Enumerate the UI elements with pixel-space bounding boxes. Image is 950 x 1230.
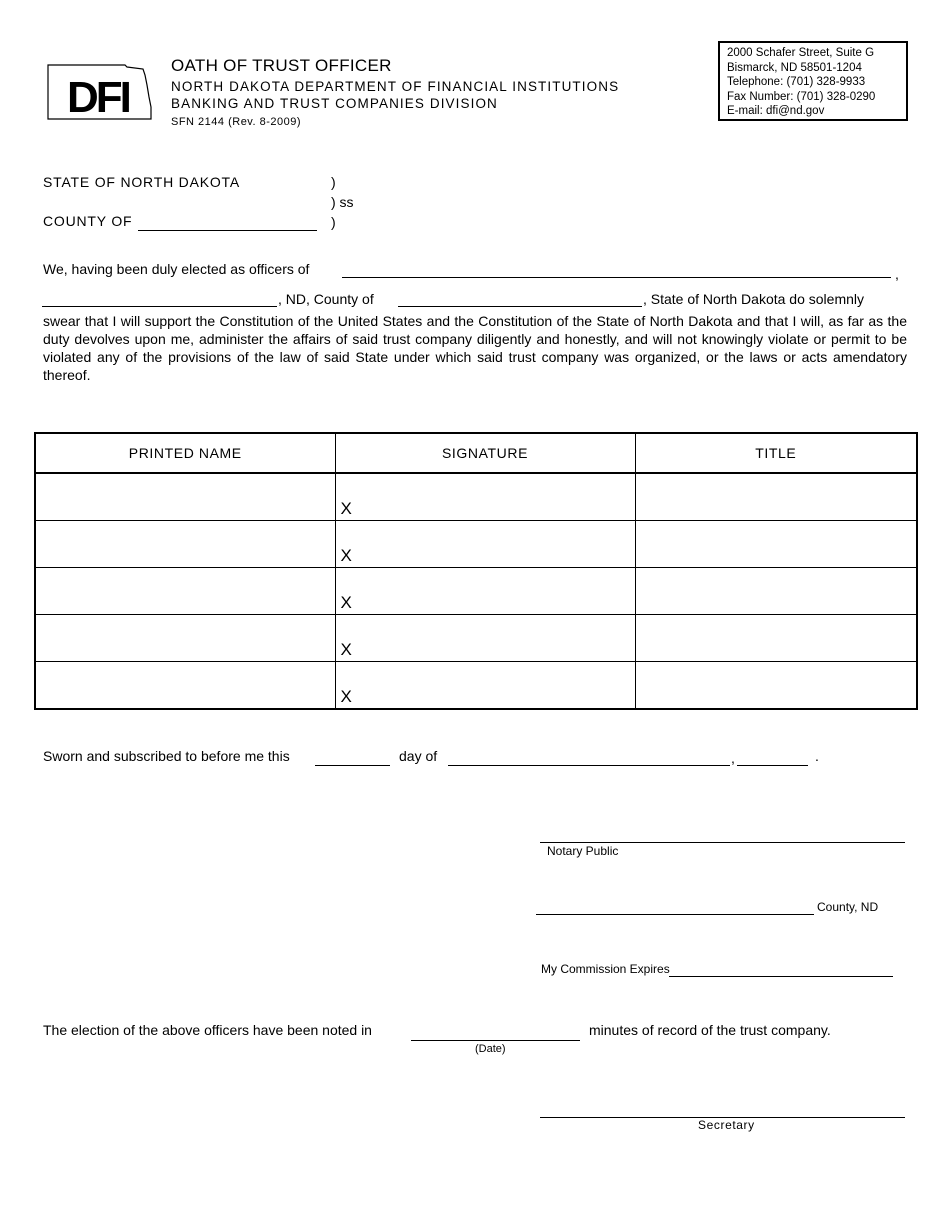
title-cell[interactable] (635, 662, 917, 710)
secretary-signature-field[interactable] (540, 1103, 905, 1118)
notary-public-label: Notary Public (547, 844, 619, 858)
notary-signature-field[interactable] (540, 828, 905, 843)
table-row (35, 615, 917, 662)
title-cell[interactable] (635, 568, 917, 615)
signature-cell[interactable]: X (335, 615, 635, 662)
form-number: SFN 2144 (Rev. 8-2009) (171, 116, 302, 128)
sworn-day-of: day of (399, 748, 438, 764)
county-field[interactable] (138, 216, 317, 231)
election-prefix: The election of the above officers have been noted in (43, 1022, 372, 1038)
header-printed-name: PRINTED NAME (35, 433, 335, 473)
dfi-logo-graphic (47, 63, 159, 123)
election-suffix: minutes of record of the trust company. (589, 1022, 831, 1038)
trust-company-field[interactable] (342, 263, 891, 278)
printed-name-cell[interactable] (35, 615, 335, 662)
table-row (35, 662, 917, 710)
notary-county-field[interactable] (536, 900, 814, 915)
contact-box (718, 41, 908, 121)
table-row (35, 568, 917, 615)
oath-nd-county: , ND, County of (278, 291, 374, 307)
table-header-row (35, 433, 917, 473)
county-label: COUNTY OF (43, 213, 133, 229)
oath-state-text: , State of North Dakota do solemnly (643, 291, 864, 307)
printed-name-cell[interactable] (35, 521, 335, 568)
signature-cell[interactable]: X (335, 521, 635, 568)
sworn-comma: , (731, 750, 735, 766)
header-signature: SIGNATURE (335, 433, 635, 473)
department-name: NORTH DAKOTA DEPARTMENT OF FINANCIAL INSTITUTIONS (171, 79, 620, 94)
county-nd-label: County, ND (817, 900, 879, 914)
division-name: BANKING AND TRUST COMPANIES DIVISION (171, 96, 498, 111)
printed-name-cell[interactable] (35, 662, 335, 710)
contact-address-line1: 2000 Schafer Street, Suite G (727, 47, 875, 59)
venue-paren-1: ) (331, 174, 336, 190)
table-row (35, 473, 917, 521)
date-caption: (Date) (475, 1043, 506, 1055)
election-date-field[interactable] (411, 1026, 580, 1041)
secretary-label: Secretary (698, 1118, 755, 1132)
logo-lettering: DFI (67, 73, 129, 122)
signature-cell[interactable]: X (335, 568, 635, 615)
commission-label: My Commission Expires (541, 962, 670, 976)
contact-email: E-mail: dfi@nd.gov (727, 105, 825, 117)
printed-name-cell[interactable] (35, 568, 335, 615)
header-title: TITLE (635, 433, 917, 473)
form-title: OATH OF TRUST OFFICER (171, 56, 392, 75)
city-field[interactable] (42, 292, 277, 307)
dfi-logo (47, 63, 159, 123)
venue-paren-3: ) (331, 214, 336, 230)
venue-paren-ss: ) ss (331, 194, 354, 210)
contact-telephone: Telephone: (701) 328-9933 (727, 76, 866, 88)
contact-fax: Fax Number: (701) 328-0290 (727, 90, 876, 103)
sworn-month-field[interactable] (448, 751, 730, 766)
sworn-prefix: Sworn and subscribed to before me this (43, 748, 290, 764)
oath-line1-comma: , (895, 266, 899, 282)
state-label: STATE OF NORTH DAKOTA (43, 174, 240, 190)
printed-name-cell[interactable] (35, 473, 335, 521)
signature-cell[interactable]: X (335, 473, 635, 521)
sworn-year-field[interactable] (737, 751, 808, 766)
table-row (35, 521, 917, 568)
signature-cell[interactable]: X (335, 662, 635, 710)
sworn-period: . (815, 748, 819, 764)
sworn-day-field[interactable] (315, 751, 390, 766)
oath-body: swear that I will support the Constitution of the United States and the Constitution of the State of North Dakota and that I will, as far as the duty devolves upon me, administer the affairs of said trust company diligently and honestly, and will not knowingly violate or permit to be violated any of the provisions of the law of said State under which said trust company was organized, or the laws or acts amendatory thereof. (43, 313, 907, 383)
title-cell[interactable] (635, 521, 917, 568)
commission-expires-field[interactable] (669, 962, 893, 977)
contact-address-line2: Bismarck, ND 58501-1204 (727, 61, 862, 74)
title-cell[interactable] (635, 473, 917, 521)
title-cell[interactable] (635, 615, 917, 662)
oath-county-field[interactable] (398, 292, 642, 307)
oath-line1-prefix: We, having been duly elected as officers of (43, 261, 310, 277)
officers-table (34, 432, 918, 710)
